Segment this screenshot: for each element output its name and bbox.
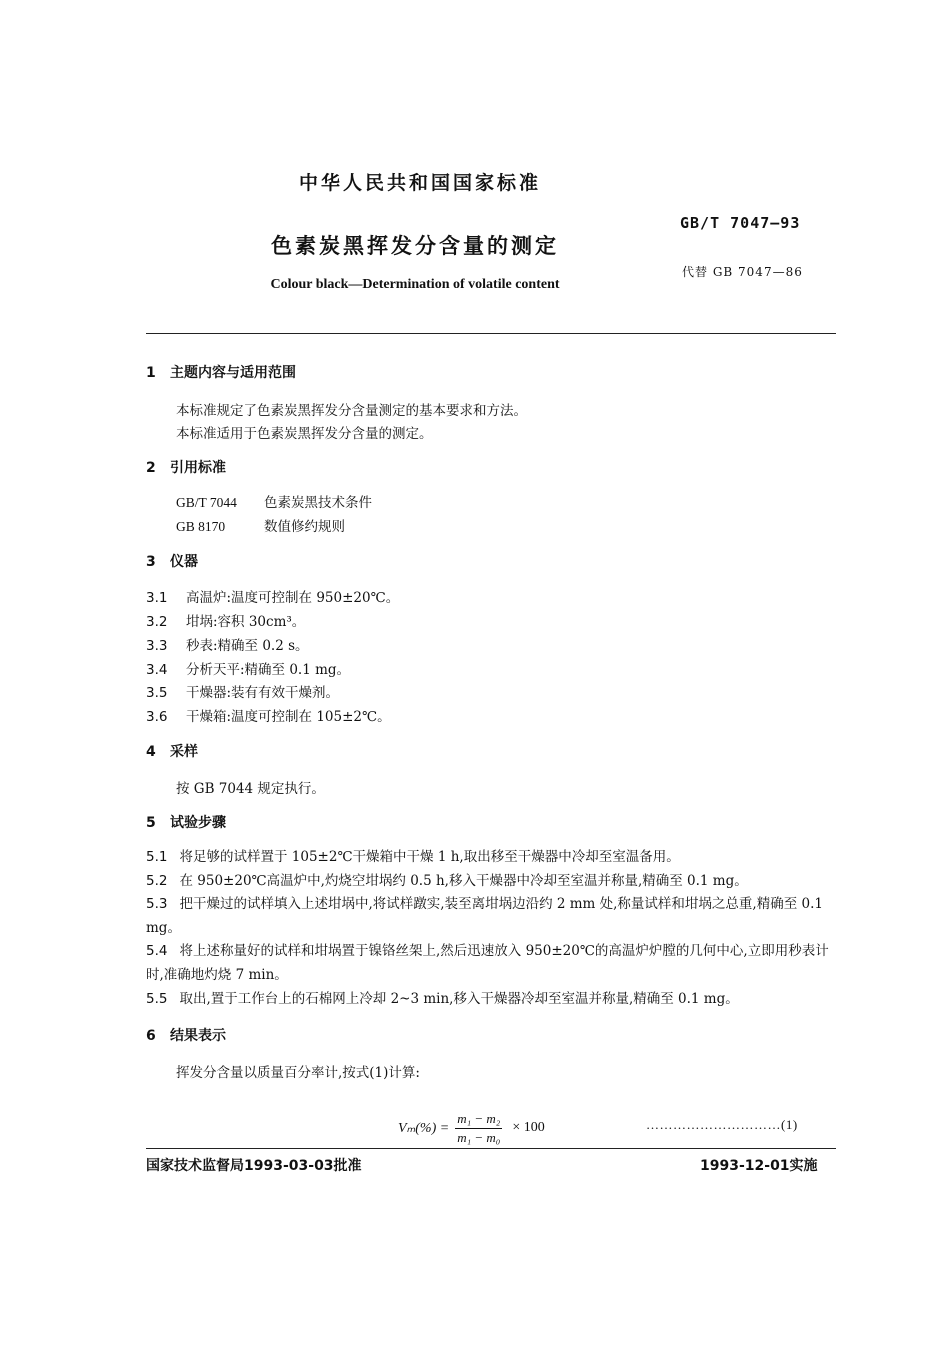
standard-number: GB/T 7047—93 bbox=[680, 214, 801, 232]
formula-fraction bbox=[455, 1111, 502, 1146]
item-number: 3.5 bbox=[146, 685, 168, 701]
section-2-heading bbox=[146, 457, 226, 477]
issued-date: 国家技术监督局1993-03-03批准 bbox=[146, 1158, 362, 1174]
reference-name: 数值修约规则 bbox=[264, 519, 345, 535]
step-number: 5.5 bbox=[146, 991, 168, 1007]
volatile-content-formula bbox=[398, 1108, 545, 1148]
procedure-step bbox=[146, 939, 838, 987]
formula-denominator: m₁ − m₀ bbox=[457, 1129, 501, 1145]
reference-entry bbox=[176, 491, 372, 511]
step-text: 把干燥过的试样填入上述坩埚中,将试样蹾实,装至离坩埚边沿约 2 mm 处,称量试样和坩埚之总重,精确至 0.1 mg。 bbox=[146, 896, 823, 936]
procedure-step bbox=[146, 987, 838, 1011]
paragraph: 按 GB 7044 规定执行。 bbox=[176, 781, 325, 797]
section-number: 3 bbox=[146, 554, 156, 570]
reference-code: GB/T 7044 bbox=[176, 495, 237, 510]
item-text: 秒表:精确至 0.2 s。 bbox=[186, 638, 309, 654]
apparatus-item bbox=[146, 634, 309, 654]
national-standard-heading: 中华人民共和国国家标准 bbox=[298, 172, 541, 194]
section-title: 结果表示 bbox=[170, 1028, 226, 1044]
section-number: 4 bbox=[146, 744, 156, 760]
section-title: 试验步骤 bbox=[170, 815, 226, 831]
item-number: 3.2 bbox=[146, 614, 168, 630]
item-text: 坩埚:容积 30cm³。 bbox=[186, 614, 306, 630]
section-6-heading bbox=[146, 1025, 226, 1045]
item-number: 3.6 bbox=[146, 709, 168, 725]
reference-entry bbox=[176, 515, 345, 535]
paragraph: 本标准规定了色素炭黑挥发分含量测定的基本要求和方法。 bbox=[176, 403, 527, 419]
section-title: 引用标准 bbox=[170, 460, 226, 476]
formula-multiplier: × 100 bbox=[512, 1120, 545, 1135]
apparatus-item bbox=[146, 681, 339, 701]
section-1-heading bbox=[146, 362, 296, 382]
reference-name: 色素炭黑技术条件 bbox=[264, 495, 372, 511]
procedure-step bbox=[146, 869, 838, 893]
step-number: 5.2 bbox=[146, 873, 168, 889]
formula-lhs: Vₘ(%) = bbox=[398, 1120, 450, 1136]
apparatus-item bbox=[146, 705, 391, 725]
replaces-note: 代替 GB 7047—86 bbox=[682, 265, 803, 279]
apparatus-item bbox=[146, 658, 350, 678]
equation-number: …………………………(1) bbox=[646, 1117, 798, 1132]
step-number: 5.3 bbox=[146, 896, 168, 912]
section-4-heading bbox=[146, 741, 198, 761]
section-3-heading bbox=[146, 551, 198, 571]
header-divider bbox=[146, 333, 836, 334]
paragraph: 本标准适用于色素炭黑挥发分含量的测定。 bbox=[176, 426, 433, 442]
step-text: 取出,置于工作台上的石棉网上冷却 2~3 min,移入干燥器冷却至室温并称量,精确至 0.1 mg。 bbox=[179, 991, 739, 1007]
item-text: 干燥器:装有有效干燥剂。 bbox=[186, 685, 340, 701]
procedure-step bbox=[146, 845, 838, 869]
paragraph: 挥发分含量以质量百分率计,按式(1)计算: bbox=[176, 1065, 420, 1081]
item-text: 分析天平:精确至 0.1 mg。 bbox=[186, 662, 351, 678]
formula-numerator: m₁ − m₂ bbox=[455, 1111, 502, 1129]
footer-divider bbox=[146, 1148, 836, 1149]
item-number: 3.1 bbox=[146, 590, 168, 606]
item-text: 干燥箱:温度可控制在 105±2℃。 bbox=[186, 709, 391, 725]
section-title: 仪器 bbox=[170, 554, 198, 570]
section-title: 主题内容与适用范围 bbox=[170, 365, 296, 381]
item-text: 高温炉:温度可控制在 950±20℃。 bbox=[186, 590, 400, 606]
step-number: 5.4 bbox=[146, 943, 168, 959]
section-title: 采样 bbox=[170, 744, 198, 760]
step-text: 将上述称量好的试样和坩埚置于镍铬丝架上,然后迅速放入 950±20℃的高温炉炉膛的几何中心,立即用秒表计时,准确地灼烧 7 min。 bbox=[146, 943, 829, 983]
step-text: 将足够的试样置于 105±2℃干燥箱中干燥 1 h,取出移至干燥器中冷却至室温备用。 bbox=[179, 849, 680, 865]
title-english: Colour black—Determination of volatile content bbox=[270, 277, 560, 292]
apparatus-item bbox=[146, 610, 305, 630]
title-chinese: 色素炭黑挥发分含量的测定 bbox=[271, 234, 559, 258]
section-5-heading bbox=[146, 812, 226, 832]
implementation-date: 1993-12-01实施 bbox=[700, 1158, 818, 1174]
procedure-step bbox=[146, 892, 838, 940]
item-number: 3.3 bbox=[146, 638, 168, 654]
section-number: 1 bbox=[146, 365, 156, 381]
step-text: 在 950±20℃高温炉中,灼烧空坩埚约 0.5 h,移入干燥器中冷却至室温并称量,精确至 0.1 mg。 bbox=[179, 873, 748, 889]
section-number: 5 bbox=[146, 815, 156, 831]
step-number: 5.1 bbox=[146, 849, 168, 865]
apparatus-item bbox=[146, 586, 399, 606]
reference-code: GB 8170 bbox=[176, 519, 226, 534]
section-number: 6 bbox=[146, 1028, 156, 1044]
item-number: 3.4 bbox=[146, 662, 168, 678]
section-number: 2 bbox=[146, 460, 156, 476]
